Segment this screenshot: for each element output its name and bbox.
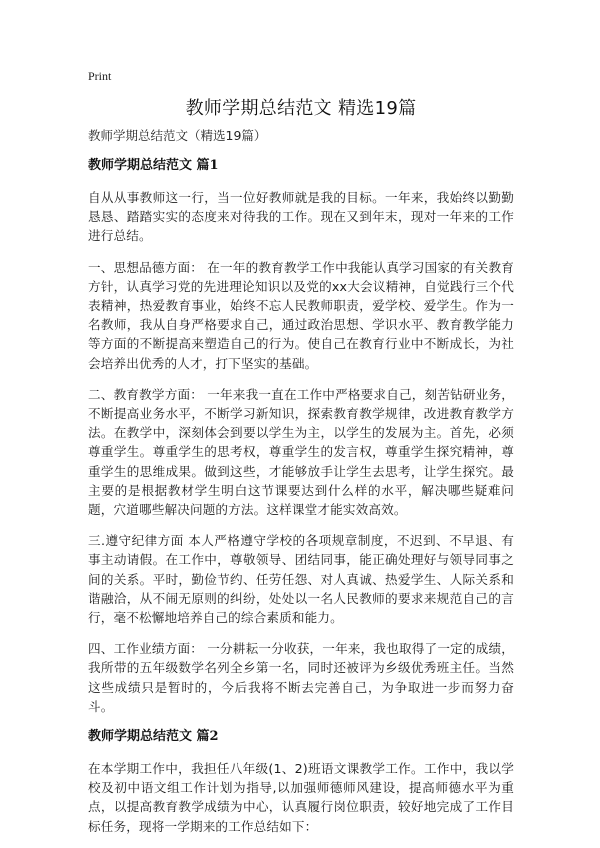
- paragraph: 三.遵守纪律方面 本人严格遵守学校的各项规章制度，不迟到、不早退、有事主动请假。在工作中，尊敬领导、团结同事，能正确处理好与领导同事之间的关系。平时，勤俭节约、任劳任怨、对人真诚、热爱学生、人际关系和谐融洽，从不闹无原则的纠纷，处处以一名人民教师的要求来规范自己的言行，毫不松懈地培养自己的综合素质和能力。: [88, 533, 514, 626]
- document-page: [88, 69, 514, 848]
- paragraph: 在本学期工作中，我担任八年级(1、2)班语文课教学工作。工作中，我以学校及初中语文组工作计划为指导,以加强师德师风建设，提高师德水平为重点，以提高教育教学成绩为中心，认真履行岗位职责，较好地完成了工作目标任务，现将一学期来的工作总结如下：: [88, 761, 514, 834]
- section-1: [88, 157, 514, 716]
- paragraph: 二、教育教学方面： 一年来我一直在工作中严格要求自己，刻苦钻研业务，不断提高业务水平，不断学习新知识，探索教育教学规律，改进教育教学方法。在教学中，深刻体会到要以学生为主，以学生的发展为主。首先，必须尊重学生。尊重学生的思考权，尊重学生的发言权，尊重学生探究精神，尊重学生的思维成果。做到这些，才能够放手让学生去思考，让学生探究。最主要的是根据教材学生明白这节课要达到什么样的水平，解决哪些疑难问题，穴道哪些解决问题的方法。这样课堂才能实效高效。: [88, 386, 514, 518]
- section-2: [88, 728, 514, 836]
- print-link[interactable]: Print: [88, 69, 112, 83]
- page-title: 教师学期总结范文 精选19篇: [185, 98, 417, 119]
- paragraph: 四、工作业绩方面： 一分耕耘一分收获，一年来，我也取得了一定的成绩，我所带的五年级数学名列全乡第一名，同时还被评为乡级优秀班主任。当然这些成绩只是暂时的，今后我将不断去完善自己，为争取进一步而努力奋斗。: [88, 641, 514, 714]
- section-heading: 教师学期总结范文 篇1: [88, 158, 219, 173]
- paragraph: 一、思想品德方面： 在一年的教育教学工作中我能认真学习国家的有关教育方针，认真学习党的先进理论知识以及党的xx大会议精神，自觉践行三个代表精神，热爱教育事业，始终不忘人民教师职责，爱学校、爱学生。作为一名教师，我从自身严格要求自己，通过政治思想、学识水平、教育教学能力等方面的不断提高来塑造自己的行为。使自己在教育行业中不断成长，为社会培养出优秀的人才，打下坚实的基础。: [88, 259, 514, 371]
- document-subtitle: 教师学期总结范文（精选19篇）: [88, 128, 267, 143]
- paragraph: 自从从事教师这一行，当一位好教师就是我的目标。一年来，我始终以勤勤恳恳、踏踏实实的态度来对待我的工作。现在又到年末，现对一年来的工作进行总结。: [88, 190, 514, 244]
- section-heading: 教师学期总结范文 篇2: [88, 729, 219, 745]
